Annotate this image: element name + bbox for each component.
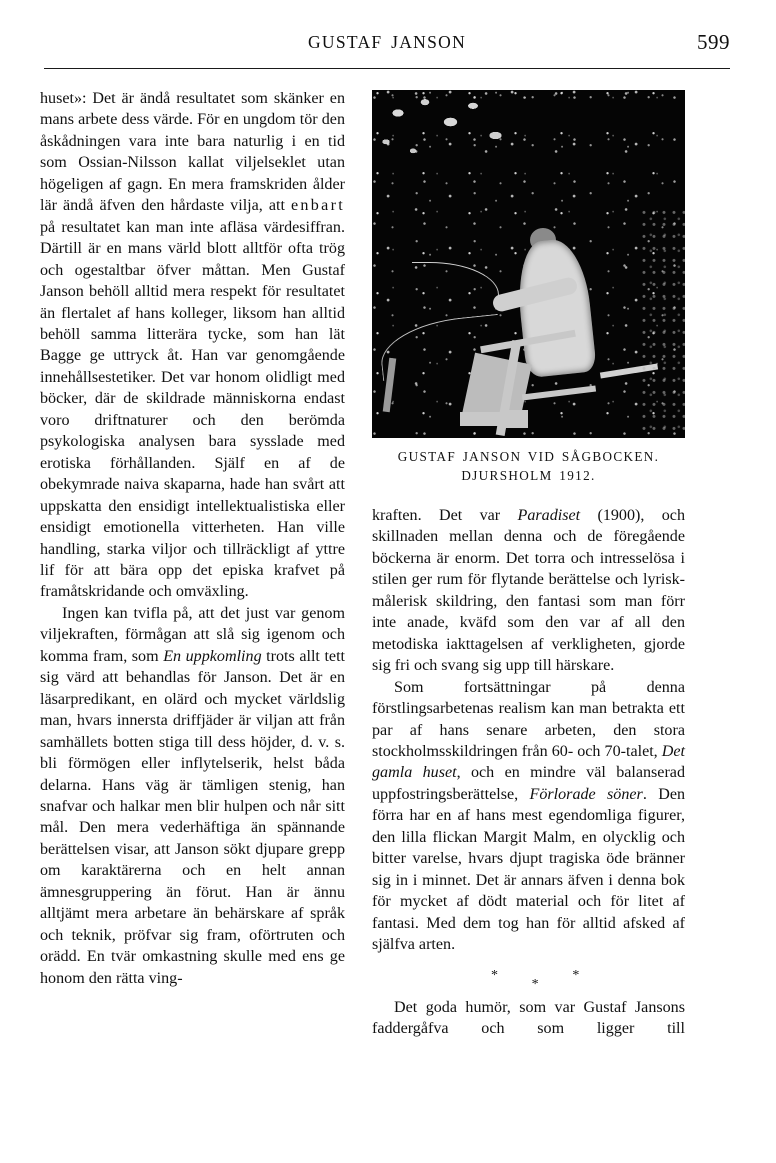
figure-caption-line-1: GUSTAF JANSON VID SÅGBOCKEN. bbox=[397, 449, 660, 464]
running-head-title: GUSTAF JANSON bbox=[307, 32, 467, 52]
paragraph-text: på resultatet kan man inte afläsa värdesiffran. Därtill är en mans värld blott alltför ofta trög och ogestaltbar öfver måttan. Men Gustaf Janson behöll alltid mera respekt för resultatet än flertalet af hans kolleger, liksom han alltid behöll samma litterära tycke, som han lät Bagge ge uttryck åt. Han var genomgående innehållsestetiker. Det var honom olidligt med böcker, där de skildrade människorna endast voro driftnaturer och den berömda psykologiska analysen bara sysslade med erotiska förhållanden. Själf en af de obekymrade naiva skaparna, hade han svårt att uppskatta den ensidigt intellektualistiska eller ensidigt emotionella vitterheten. Han ville handling, starka viljor och tillräckligt af yttre lif för att bära opp det episka krafvet på framåtskridande och omväxling. bbox=[40, 218, 345, 601]
book-title: Paradiset bbox=[517, 507, 581, 524]
paragraph: Det goda humör, som var Gustaf Jansons faddergåfva och som ligger till bbox=[372, 998, 685, 1037]
paragraph-text: trots allt tett sig värd att behandlas för Janson. Det är en läsarpredikant, en olärd och mycket världslig man, hvars innersta driffjäder är viljan att från samhällets botten stiga till dess höjder, d. v. s. bli förmögen eller inflytelserik, helst båda delarna. Hans väg är tämligen stenig, han snafvar och halkar men blir hulpen och når sitt mål. Den mera vederhäftiga än spännande berättelsen visar, att Janson sökt djupare grepp om karaktärerna och en helt annan ämnesgruppering än förut. Han är ännu alltjämt mera arbetare än behärskare af språk och teknik, pröfvar sig fram, oförtruten och orädd. En tvär omkastning skulle med ens ge honom den rätta ving- bbox=[40, 647, 346, 987]
running-head bbox=[44, 32, 730, 60]
paragraph-text: , och en mindre väl balanserad uppfostringsberättelse, bbox=[372, 764, 685, 803]
photo-mottling bbox=[641, 210, 685, 438]
emphasised-word: enbart bbox=[290, 197, 345, 215]
figure-caption bbox=[372, 447, 685, 485]
paragraph bbox=[372, 677, 685, 956]
page-number: 599 bbox=[697, 30, 730, 54]
book-title: Förlorade söner bbox=[529, 785, 643, 803]
section-divider bbox=[372, 965, 685, 995]
figure-caption-line-2: DJURSHOLM 1912. bbox=[461, 468, 596, 483]
figure bbox=[372, 90, 685, 485]
book-title: En uppkomling bbox=[163, 647, 262, 665]
photo-plank bbox=[460, 412, 504, 426]
paragraph bbox=[40, 603, 345, 989]
asterisk-icon: * bbox=[490, 967, 498, 983]
paragraph-text: kraften. Det var bbox=[372, 507, 518, 524]
asterisk-icon: * bbox=[531, 976, 539, 992]
paragraph-text: Ingen kan tvifla på, att det just var genom viljekraften, förmågan att slå sig igenom och komma fram, som bbox=[40, 604, 345, 665]
photo-foliage-highlights bbox=[372, 90, 518, 176]
paragraph bbox=[40, 88, 345, 603]
photograph bbox=[372, 90, 685, 438]
left-text-column bbox=[40, 88, 345, 989]
header-rule bbox=[44, 68, 730, 69]
paragraph-text: Som fortsättningar på denna förstlingsarbetenas realism kan man betrakta ett par af hans senare arbeten, den stora stockholmsskildringen från 60- och 70-talet, bbox=[372, 678, 685, 760]
paragraph-text: . Den förra har en af hans mest egendomliga figurer, den lilla flickan Margit Malm, en olycklig och bitter varelse, hvars djupt tragiska öde bränner sig in i minnet. Det är annars äfven i denna bok för mycket af dödt material och för litet af fantasi. Med dem tog han för alltid afsked af själfva arten. bbox=[372, 785, 686, 954]
book-title: Det gamla huset bbox=[372, 742, 685, 782]
photo-plank bbox=[506, 410, 528, 428]
asterisk-icon: * bbox=[572, 967, 580, 983]
paragraph-text: huset»: Det är ändå resultatet som skänker en mans arbete dess värde. För en ungdom tör den åskådningen vara inte bara naturlig i en tid som Ossian-Nilsson kallat viljelseklet utan högeligen af gagn. En mera framskriden ålder lär ändå äfven den hårdaste vilja, att bbox=[40, 90, 345, 215]
paragraph bbox=[372, 505, 685, 677]
right-text-column bbox=[372, 505, 685, 1039]
paragraph-text: (1900), och skillnaden mellan denna och de föregående böckerna är enorm. Det torra och intresselösa i stilen ger rum för flytande berättelse och lyrisk-målerisk skildring, den fantasi som man förr inte anade, kväfd som den var af all den metodiska iakttagelsen af verkligheten, gjorde sig fri och svang sig upp till härskare. bbox=[372, 507, 686, 675]
